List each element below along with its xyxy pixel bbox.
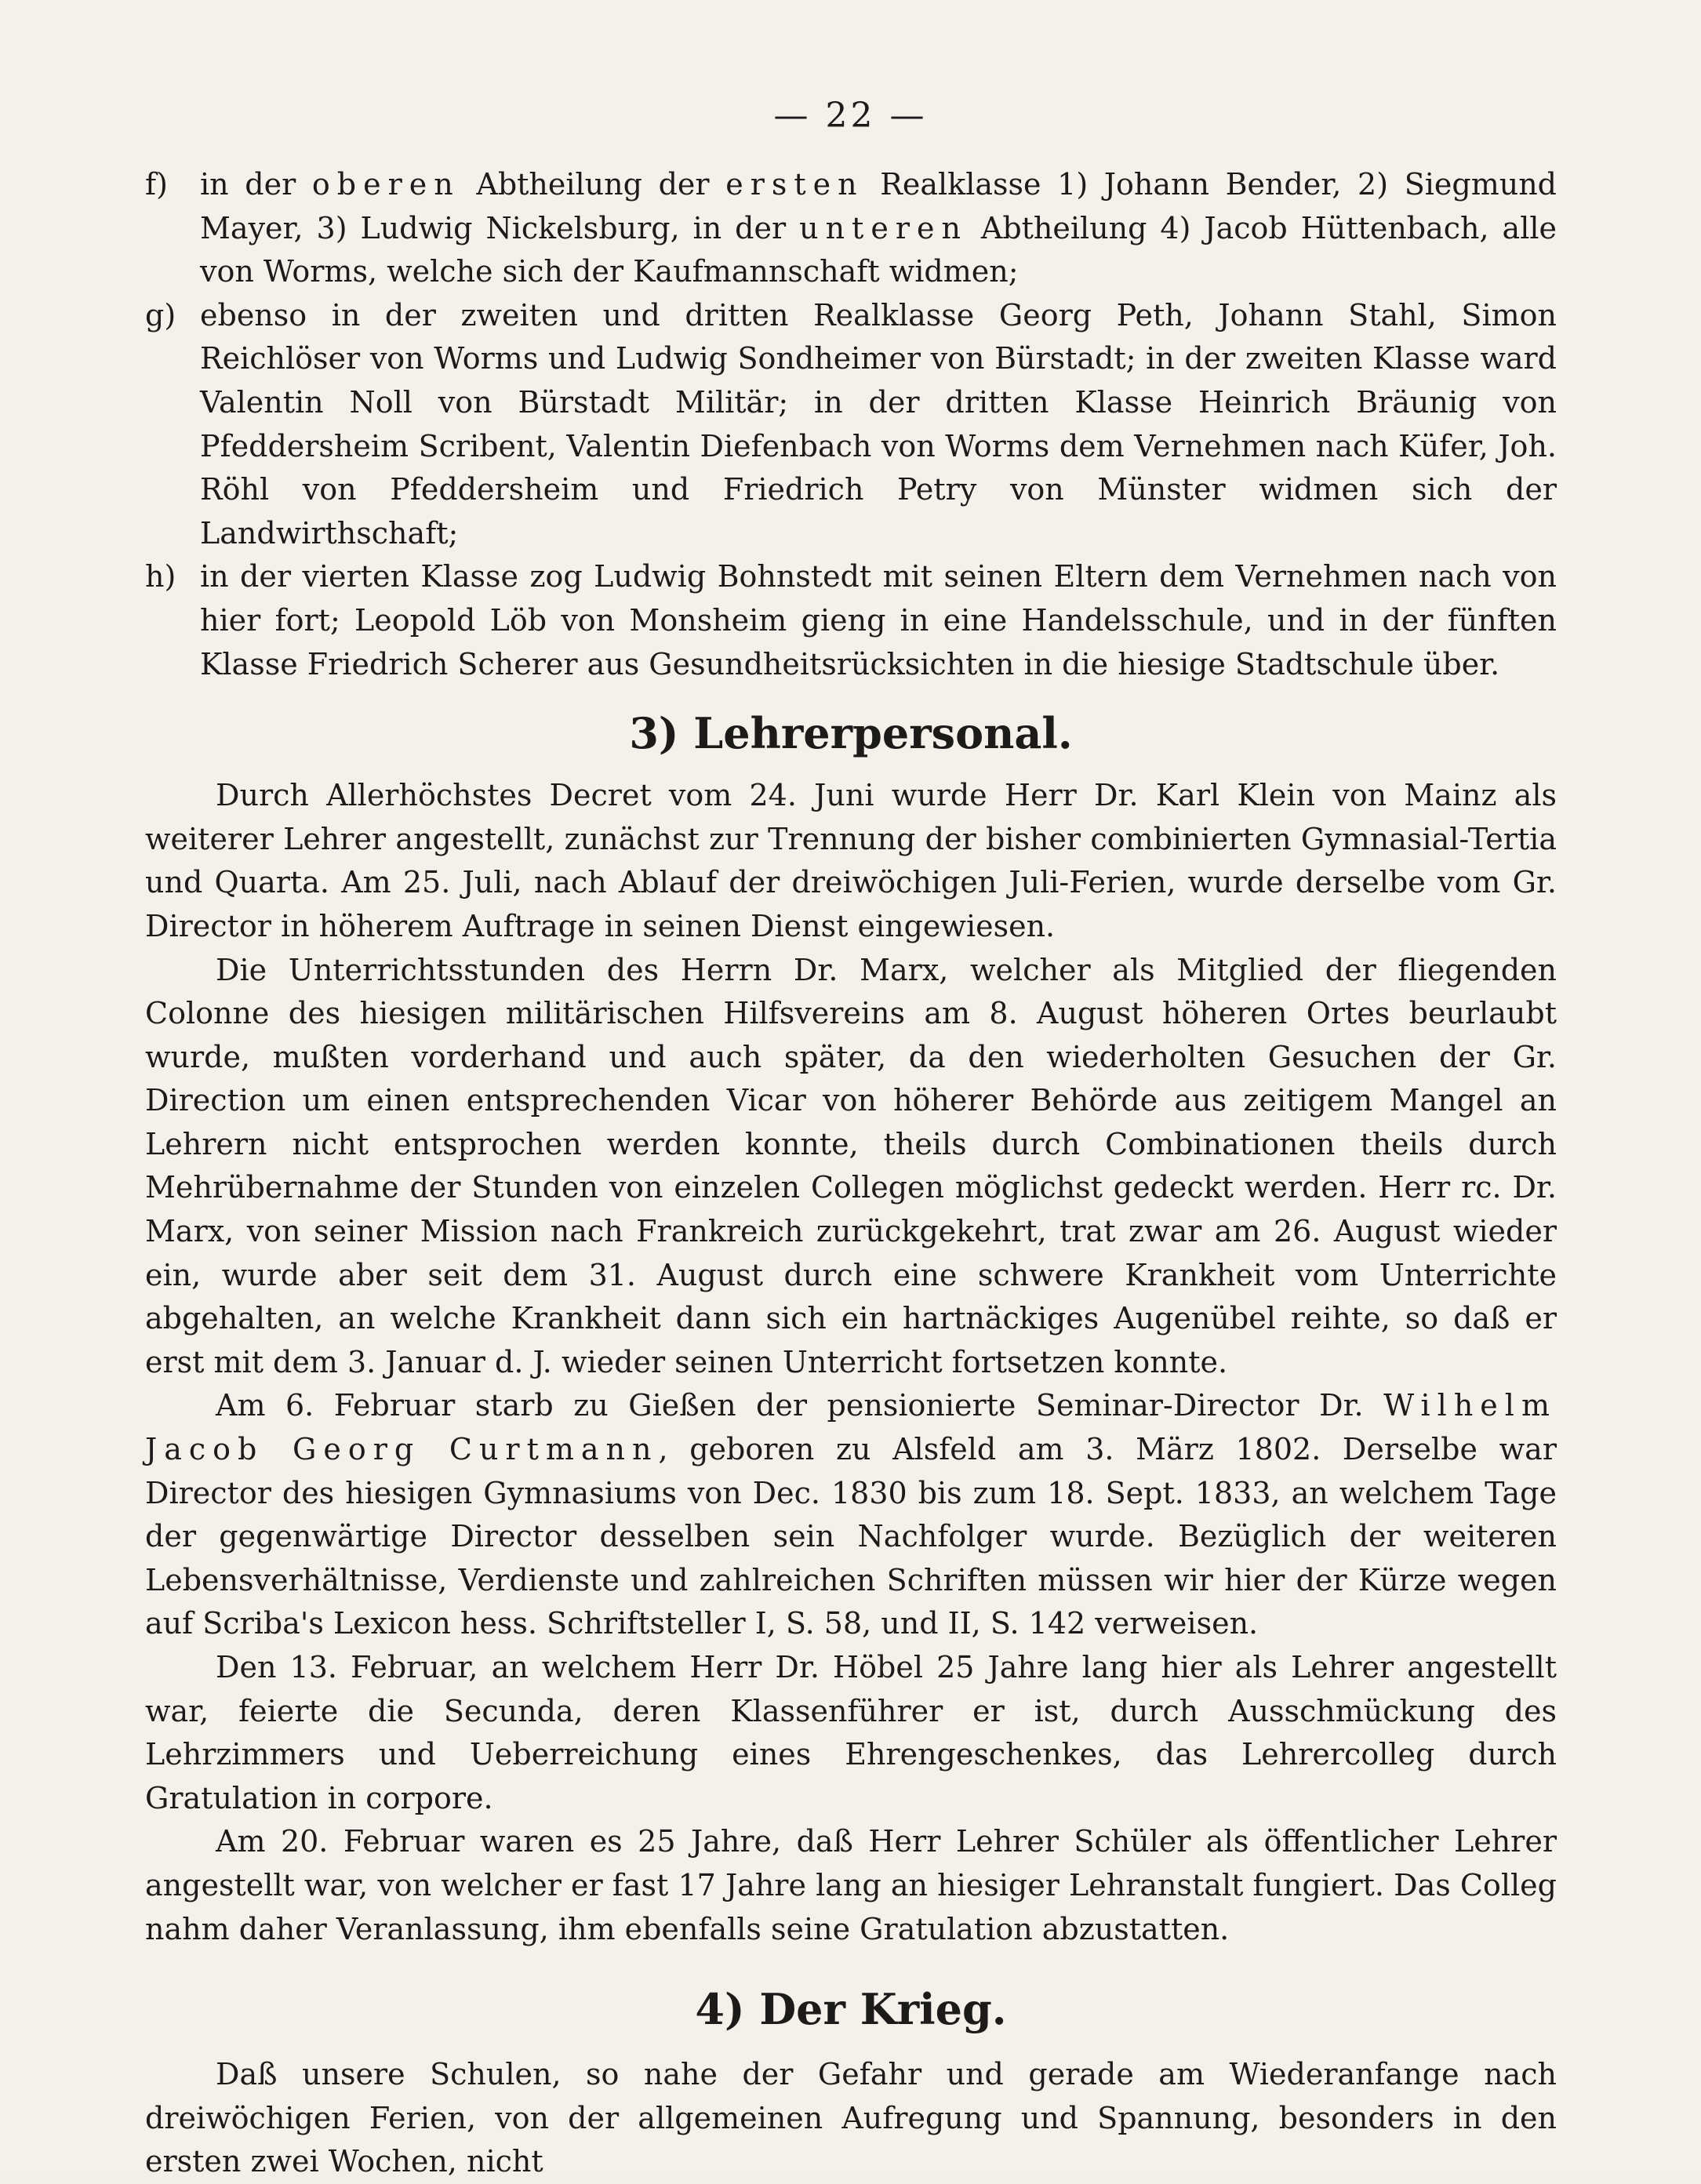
section-heading-krieg: 4) Der Krieg. — [695, 1984, 1007, 2035]
list-item-text — [200, 294, 1557, 556]
list-item-text — [200, 163, 1557, 294]
list-item-marker: f) — [145, 167, 168, 202]
text-run: Abtheilung 4) Jacob Hüttenbach, alle von Worms, welche sich der Kaufmannschaft widmen; — [200, 210, 1557, 289]
text-run: Daß unsere Schulen, so nahe der Gefahr und gerade am Wiederanfange nach dreiwöchigen Ferien, von der allgemeinen Aufregung und Spannung, besonders in den ersten zwei Wochen, nicht — [145, 2057, 1557, 2179]
text-run: , geboren zu Alsfeld am 3. März 1802. Derselbe war Director des hiesigen Gymnasiums von Dec. 1830 bis zum 18. Sept. 1833, an welchem Tage der gegenwärtige Director desselben sein Nachfolger wurde. Bezüglich der weiteren Lebensverhältnisse, Verdienste und zahlreichen Schriften müssen wir hier der Kürze wegen auf Scriba's Lexicon hess. Schriftsteller I, S. 58, und II, S. 142 verweisen. — [145, 1432, 1557, 1641]
text-run: Den 13. Februar, an welchem Herr Dr. Höbel 25 Jahre lang hier als Lehrer angestellt war, feierte die Secunda, deren Klassenführer er ist, durch Ausschmückung des Lehrzimmers und Ueberreichung eines Ehrengeschenkes, das Lehrercolleg durch Gratulation in corpore. — [145, 1650, 1557, 1815]
text-run: ebenso in der zweiten und dritten Realklasse Georg Peth, Johann Stahl, Simon Reichlöser von Worms und Ludwig Sondheimer von Bürstadt; in der zweiten Klasse ward Valentin Noll von Bürstadt Militär; in der dritten Klasse Heinrich Bräunig von Pfeddersheim Scribent, Valentin Diefenbach von Worms dem Vernehmen nach Küfer, Joh. Röhl von Pfeddersheim und Friedrich Petry von Münster widmen sich der Landwirthschaft; — [200, 297, 1557, 551]
text-run: Realklasse 1) Johann Bender, 2) Siegmund Mayer, 3) Ludwig Nickelsburg, in der — [200, 167, 1557, 245]
page-text — [145, 163, 1557, 2184]
text-run: Durch Allerhöchstes Decret vom 24. Juni wurde Herr Dr. Karl Klein von Mainz als weiterer Lehrer angestellt, zunächst zur Trennung der bisher combinierten Gymnasial-Tertia und Quarta. Am 25. Juli, nach Ablauf der dreiwöchigen Juli-Ferien, wurde derselbe vom Gr. Director in höherem Auftrage in seinen Dienst eingewiesen. — [145, 778, 1557, 943]
text-run: Am 6. Februar starb zu Gießen der pensionierte Seminar-Director Dr. — [216, 1388, 1384, 1423]
list-item-text — [200, 555, 1557, 686]
paragraph — [145, 2053, 1557, 2184]
paragraph — [145, 1820, 1557, 1951]
page-number: — 22 — — [773, 96, 928, 136]
list-item — [145, 163, 1557, 294]
paragraph — [145, 1384, 1557, 1646]
text-run: Die Unterrichtsstunden des Herrn Dr. Marx, welcher als Mitglied der fliegenden Colonne des hiesigen militärischen Hilfsvereins am 8. August höheren Ortes beurlaubt wurde, mußten vorderhand und auch später, da den wiederholten Gesuchen der Gr. Direction um einen entsprechenden Vicar von höherer Behörde aus zeitigem Mangel an Lehrern nicht entsprochen werden konnte, theils durch Combinationen theils durch Mehrübernahme der Stunden von einzelen Collegen möglichst gedeckt werden. Herr rc. Dr. Marx, von seiner Mission nach Frankreich zurückgekehrt, trat zwar am 26. August wieder ein, wurde aber seit dem 31. August durch eine schwere Krankheit vom Unterrichte abgehalten, an welche Krankheit dann sich ein hartnäckiges Augenübel reihte, so daß er erst mit dem 3. Januar d. J. wieder seinen Unterricht fortsetzen konnte. — [145, 952, 1557, 1379]
paragraph — [145, 949, 1557, 1385]
text-run: in der vierten Klasse zog Ludwig Bohnstedt mit seinen Eltern dem Vernehmen nach von hier fort; Leopold Löb von Monsheim gieng in eine Handelsschule, und in der fünften Klasse Friedrich Scherer aus Gesundheitsrücksichten in die hiesige Stadtschule über. — [200, 559, 1557, 681]
section-krieg-body — [145, 2053, 1557, 2184]
spaced-name: oberen — [311, 167, 460, 202]
paragraph — [145, 774, 1557, 948]
text-run: in der — [200, 167, 312, 202]
paragraph — [145, 1646, 1557, 1820]
spaced-name: unteren — [799, 210, 968, 245]
list-item — [145, 294, 1557, 556]
list-item-marker: g) — [145, 297, 176, 333]
spaced-name: Wilhelm Jacob Georg Curtmann — [145, 1388, 1557, 1467]
section-heading-lehrerpersonal: 3) Lehrerpersonal. — [629, 708, 1073, 759]
student-list — [145, 163, 1557, 686]
spaced-name: ersten — [725, 167, 864, 202]
text-run: Abtheilung der — [460, 167, 726, 202]
section-lehrerpersonal-body — [145, 774, 1557, 1951]
list-item — [145, 555, 1557, 686]
list-item-marker: h) — [145, 559, 176, 594]
text-run: Am 20. Februar waren es 25 Jahre, daß Herr Lehrer Schüler als öffentlicher Lehrer angestellt war, von welcher er fast 17 Jahre lang an hiesiger Lehranstalt fungiert. Das Colleg nahm daher Veranlassung, ihm ebenfalls seine Gratulation abzustatten. — [145, 1824, 1557, 1946]
